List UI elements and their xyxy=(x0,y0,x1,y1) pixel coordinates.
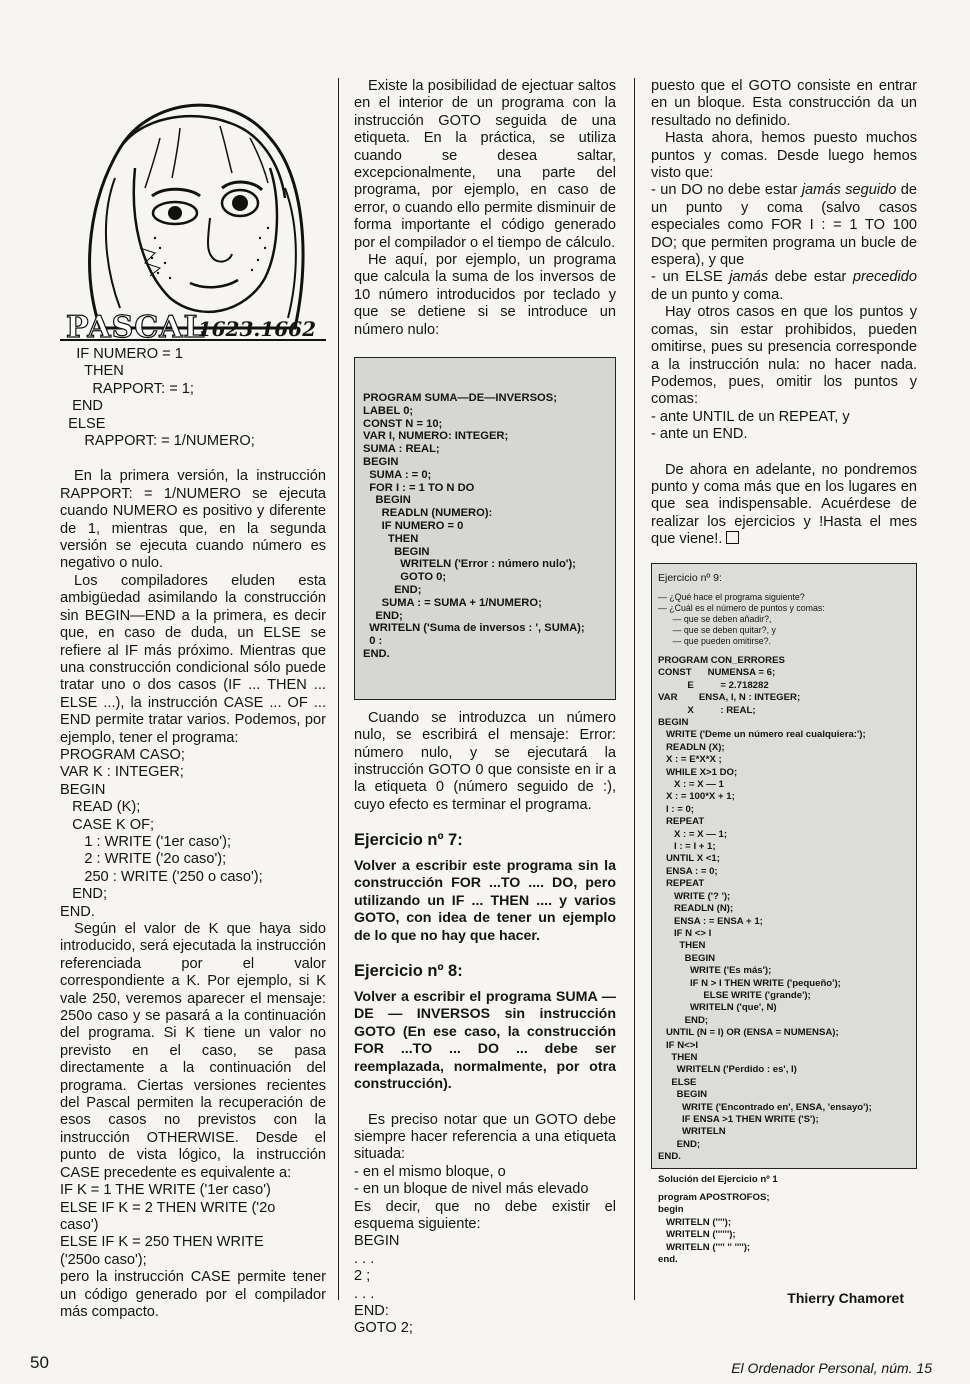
code-line: X : = 100*X + 1; xyxy=(658,791,735,803)
code-line: 0 : xyxy=(363,635,383,648)
code-line: 250 : WRITE ('250 o caso'); xyxy=(60,868,263,885)
code-line: THEN xyxy=(658,940,706,952)
code-line: WRITELN (''''); xyxy=(658,1216,732,1228)
exercise-7-text: Volver a escribir este programa sin la construcción FOR ...TO .... DO, pero utilizando un IF ... THEN .... y varios GOTO, con idea de tener un ejemplo de lo que no hay que hacer. xyxy=(354,857,616,944)
author: Thierry Chamoret xyxy=(787,1290,904,1306)
code-line: IF NUMERO = 0 xyxy=(363,520,464,533)
code-if-numero xyxy=(60,346,326,450)
code-line: WRITELN xyxy=(658,1126,726,1138)
code-line: I : = 0; xyxy=(658,803,694,815)
code-line: ELSE WRITE ('grande'); xyxy=(658,989,811,1001)
page-number: 50 xyxy=(30,1353,49,1372)
code-line: IF N<>I xyxy=(658,1039,698,1051)
code-line: WRITE ('Deme un número real cualquiera:'); xyxy=(658,729,866,741)
code-line: X : = X — 1 xyxy=(658,779,724,791)
code-line: caso') xyxy=(60,1216,99,1233)
code-line: SUMA : = SUMA + 1/NUMERO; xyxy=(363,596,542,609)
portrait-name: PASCAL xyxy=(66,309,206,345)
code-line: ELSE IF K = 250 THEN WRITE xyxy=(60,1234,264,1251)
code-line: WRITELN (''''''); xyxy=(658,1229,736,1241)
paragraph: Cuando se introduzca un número nulo, se escribirá el mensaje: Error: número nulo, y se ejecutará la instrucción GOTO 0 que consiste en ir a la etiqueta 0 (número seguido de :), cuyo efecto es terminar el programa. xyxy=(354,709,616,813)
code-box-suma-de-inversos xyxy=(354,357,616,700)
code-line: CONST N = 10; xyxy=(363,417,443,430)
question-line: — ¿Qué hace el programa siguiente? xyxy=(658,591,805,602)
column-3 xyxy=(651,78,918,1266)
code-line: WRITELN ('Error : número nulo'); xyxy=(363,558,576,571)
code-line: CONST NUMENSA = 6; xyxy=(658,667,776,679)
question-line: — que se deben añadir?, xyxy=(658,613,772,624)
code-line: END. xyxy=(363,648,390,661)
code-line: ELSE IF K = 2 THEN WRITE ('2o xyxy=(60,1199,276,1216)
code-line: BEGIN xyxy=(363,545,430,558)
paragraph: Hasta ahora, hemos puesto muchos puntos y comas. Desde luego hemos visto que: xyxy=(651,130,917,182)
paragraph-closing: De ahora en adelante, no pondremos punto y coma más que en los lugares en que sea indispensable. Acuérdese de realizar los ejercicios y !Hasta el mes que viene!. xyxy=(651,461,917,548)
code-line: REPEAT xyxy=(658,816,705,828)
code-line: BEGIN xyxy=(363,456,399,469)
code-line: ELSE xyxy=(658,1076,697,1088)
code-line: WRITELN ('''' '' ''''); xyxy=(658,1241,751,1253)
paragraph: pero la instrucción CASE permite tener un código generado por el compilador más compacto. xyxy=(60,1269,326,1320)
exercise-8-text: Volver a escribir el programa SUMA — DE — INVERSOS sin instrucción GOTO (En ese caso, la construcción FOR ...TO ... DO ... debe ser reemplazada, normalmente, por otra construcción). xyxy=(354,988,616,1093)
code-line: begin xyxy=(658,1204,684,1216)
code-line: BEGIN xyxy=(658,1089,708,1101)
code-line: THEN xyxy=(363,532,419,545)
code-line: END. xyxy=(60,903,95,920)
code-line: RAPPORT: = 1/NUMERO; xyxy=(60,433,255,450)
exercise-7-title: Ejercicio nº 7: xyxy=(354,831,463,850)
solution-title: Solución del Ejercicio nº 1 xyxy=(658,1173,778,1185)
code-line: PROGRAM CASO; xyxy=(60,746,185,763)
code-line: E = 2.718282 xyxy=(658,679,769,691)
paragraph: He aquí, por ejemplo, un programa que calcula la suma de los inversos de 10 número introducidos por teclado y que se detiene si se introduce un número nulo: xyxy=(354,252,616,338)
code-apostrofos xyxy=(658,1192,910,1266)
paragraph: Existe la posibilidad de ejectuar saltos en el interior de un programa con la instrucción GOTO seguida de una etiqueta. En la práctica, se utiliza cuando se desea saltar, excepcionalmente, una parte del programa, por ejemplo, en caso de error, o cuando ello permite disminuir de forma importante el código generado por el compilador o el tiempo de cálculo. xyxy=(354,78,616,251)
code-line: BEGIN xyxy=(363,494,411,507)
code-line: ELSE xyxy=(60,415,106,432)
portrait-drawing-icon xyxy=(60,78,326,345)
code-line: BEGIN xyxy=(658,952,716,964)
code-line: BEGIN xyxy=(658,717,689,728)
code-line: IF NUMERO = 1 xyxy=(60,346,183,362)
code-line: END. xyxy=(658,1151,681,1163)
code-line: WRITELN ('Perdido : es', I) xyxy=(658,1064,797,1076)
code-line: I : = I + 1; xyxy=(658,841,716,853)
code-line: READ (K); xyxy=(60,799,141,816)
code-line: END; xyxy=(363,609,403,622)
code-line: X : = X — 1; xyxy=(658,828,728,840)
list-item: - ante UNTIL de un REPEAT, y xyxy=(651,408,850,425)
code-line: CASE K OF; xyxy=(60,816,155,833)
code-line: WRITELN ('que', N) xyxy=(658,1002,777,1014)
exercise-9-title: Ejercicio nº 9: xyxy=(658,571,722,584)
portrait-years: 1623.1662 xyxy=(197,316,316,341)
code-line: IF N > I THEN WRITE ('pequeño'); xyxy=(658,977,841,989)
code-line: 1 : WRITE ('1er caso'); xyxy=(60,833,231,850)
code-line: 2 ; xyxy=(354,1268,371,1285)
code-line: ENSA : = 0; xyxy=(658,865,718,877)
code-line: END; xyxy=(658,1138,701,1150)
code-line: . . . xyxy=(354,1285,375,1302)
code-if-equivalent xyxy=(60,1182,326,1269)
code-line: end. xyxy=(658,1254,678,1266)
end-mark-icon xyxy=(726,531,739,544)
paragraph: Es decir, que no debe existir el esquema siguiente: xyxy=(354,1198,616,1233)
code-line: WRITE ('? '); xyxy=(658,890,731,902)
code-line: WRITE ('Encontrado en', ENSA, 'ensayo'); xyxy=(658,1101,872,1113)
code-con-errores xyxy=(658,655,910,1164)
code-line: END; xyxy=(60,886,108,903)
code-line: . . . xyxy=(354,1250,375,1267)
pascal-portrait xyxy=(60,78,326,345)
code-line: IF K = 1 THE WRITE ('1er caso') xyxy=(60,1182,271,1199)
list-item: - en el mismo bloque, o xyxy=(354,1163,506,1180)
code-line: END: xyxy=(354,1303,389,1320)
code-line: GOTO 0; xyxy=(363,571,447,584)
column-rule-left xyxy=(338,78,339,1300)
list-item: - un ELSE jamás debe estar precedido de un punto y coma. xyxy=(651,269,918,303)
code-line: READLN (X); xyxy=(658,741,725,753)
code-line: SUMA : REAL; xyxy=(363,443,440,456)
code-line: WHILE X>1 DO; xyxy=(658,766,738,778)
code-line: PROGRAM CON_ERRORES xyxy=(658,654,785,666)
code-line: UNTIL (N = I) OR (ENSA = NUMENSA); xyxy=(658,1027,839,1039)
code-line: LABEL 0; xyxy=(363,404,414,417)
code-line: READLN (NUMERO): xyxy=(363,507,493,520)
code-line: BEGIN xyxy=(354,1233,400,1250)
code-line: BEGIN xyxy=(60,781,106,798)
code-line: WRITELN ('Suma de inversos : ', SUMA); xyxy=(363,622,585,635)
code-line: THEN xyxy=(60,363,124,380)
code-line: REPEAT xyxy=(658,878,705,890)
code-line: VAR K : INTEGER; xyxy=(60,764,184,781)
code-line: END xyxy=(60,398,103,415)
exercise-8-title: Ejercicio nº 8: xyxy=(354,962,463,981)
code-line: VAR ENSA, I, N : INTEGER; xyxy=(658,692,801,704)
paragraph: Es preciso notar que un GOTO debe siempre hacer referencia a una etiqueta situada: xyxy=(354,1111,616,1163)
question-line: — ¿Cuál es el número de puntos y comas: xyxy=(658,602,825,613)
code-line: IF ENSA >1 THEN WRITE ('S'); xyxy=(658,1114,819,1125)
paragraph: Según el valor de K que haya sido introducido, será ejecutada la instrucción referenciada por el valor correspondiente a K. Por ejemplo, si K vale 250, veremos aparecer el mensaje: 250o caso y se pasará a la continuación del programa. Si K tiene un valor no previsto en el caso, se pasa directamente a la continuación del programa. Ciertas versiones recientes del Pascal permiten la recuperación de esos casos no previstos con la instrucción OTHERWISE. Desde el punto de vista lógico, la instrucción CASE precedente es equivalente a: xyxy=(60,921,326,1181)
question-line: — que se deben quitar?, y xyxy=(658,624,776,635)
exercise-9-box xyxy=(651,563,917,1266)
code-line: IF N <> I xyxy=(658,927,712,939)
code-line: END; xyxy=(658,1014,709,1026)
question-line: — que pueden omitirse?. xyxy=(658,635,771,646)
code-line: WRITE ('Es más'); xyxy=(658,965,772,977)
code-line: X : = E*X*X ; xyxy=(658,754,722,766)
magazine-footer: El Ordenador Personal, núm. 15 xyxy=(731,1360,932,1376)
code-line: ENSA : = ENSA + 1; xyxy=(658,915,763,927)
code-line: RAPPORT: = 1; xyxy=(60,380,194,397)
code-line: THEN xyxy=(658,1051,698,1063)
code-line: GOTO 2; xyxy=(354,1320,413,1337)
list-item: - en un bloque de nivel más elevado xyxy=(354,1181,589,1198)
code-line: FOR I : = 1 TO N DO xyxy=(363,481,475,494)
paragraph: Los compiladores eluden esta ambigüedad asimilando la construcción sin BEGIN—END a la primera, es decir que, en caso de duda, un ELSE se refiere al IF más próximo. Mientras que una construcción condicional sólo puede tratar uno o dos casos (IF ... THEN ... ELSE ...), la instrucción CASE ... OF ... END permite tratar varios. Podemos, por ejemplo, tener el programa: xyxy=(60,572,326,746)
column-2 xyxy=(354,78,616,1338)
code-line: program APOSTROFOS; xyxy=(658,1192,770,1204)
list-item: - un DO no debe estar jamás seguido de un punto y coma (salvo casos especiales como FOR I : = 1 TO 100 DO; que permiten programa un bucle de espera), y que xyxy=(651,182,917,269)
code-line: SUMA : = 0; xyxy=(363,468,432,481)
code-goto-scheme xyxy=(354,1233,616,1337)
column-rule-right xyxy=(634,78,635,1300)
code-line: PROGRAM SUMA—DE—INVERSOS; xyxy=(363,392,557,405)
column-1 xyxy=(60,78,326,1321)
code-line: UNTIL X <1; xyxy=(658,853,720,865)
paragraph: En la primera versión, la instrucción RAPPORT: = 1/NUMERO se ejecuta cuando NUMERO es positivo y diferente de 1, mientras que, en la segunda versión se ejecuta cuando número es negativo o nulo. xyxy=(60,468,326,572)
code-line: END; xyxy=(363,584,422,597)
paragraph: puesto que el GOTO consiste en entrar en un bloque. Esta construcción da un resultado no definido. xyxy=(651,78,917,129)
code-line: READLN (N); xyxy=(658,903,734,915)
code-line: ('250o caso'); xyxy=(60,1251,147,1268)
paragraph: Hay otros casos en que los puntos y comas, sin estar prohibidos, pueden omitirse, pues su presencia corresponde a la instrucción nula: no hacer nada. Podemos, pues, omitir los puntos y comas: xyxy=(651,304,917,408)
code-line: VAR I, NUMERO: INTEGER; xyxy=(363,430,509,443)
list-item: - ante un END. xyxy=(651,426,748,443)
code-line: 2 : WRITE ('2o caso'); xyxy=(60,851,227,868)
code-line: X : REAL; xyxy=(658,704,756,716)
code-caso xyxy=(60,747,326,921)
